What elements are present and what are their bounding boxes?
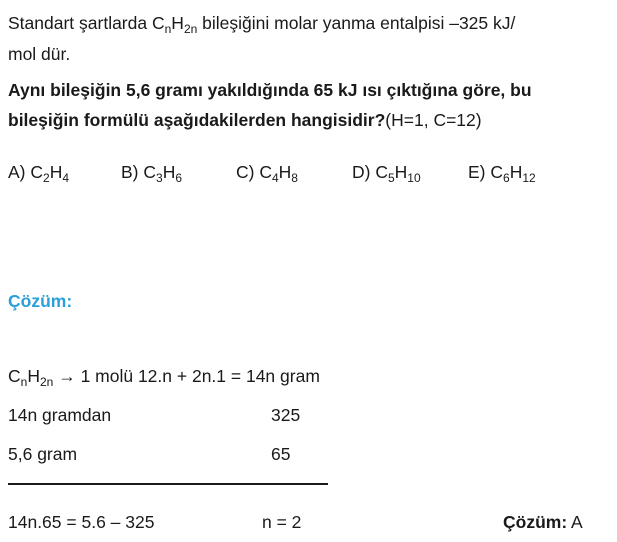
option-a: A) $C_2H_4$ [8, 162, 70, 185]
solution-row-3-right: n = 2 [262, 512, 302, 532]
divider-line [8, 483, 328, 485]
question-line-3: Aynı bileşiğin 5,6 gramı yakıldığında 65 kJ ısı çıktığına göre, bu [8, 80, 532, 100]
option-b: B) $C_3H_6$ [121, 162, 183, 185]
question-line-1: Standart şartlarda $C_nH_{2n}$ bileşiğini molar yanma entalpisi –325 kJ/ [8, 13, 516, 36]
formula-cnh2n: $C_nH_{2n}$ [151, 13, 198, 36]
solution-row-3-left: 14n.65 = 5.6 – 325 [8, 512, 155, 532]
question-line-2: mol dür. [8, 44, 71, 64]
solution-row-1-right: 325 [271, 405, 301, 425]
arrow-right-icon: → [58, 366, 76, 386]
solution-row-1-left: 14n gramdan [8, 405, 112, 425]
option-d: D) $C_5H_{10}$ [352, 162, 421, 185]
question-line-4: bileşiğin formülü aşağıdakilerden hangisidir?(H=1, C=12) [8, 110, 482, 130]
formula-cnh2n-step: $C_nH_{2n}$ [8, 366, 54, 389]
solution-row-2-left: 5,6 gram [8, 444, 78, 464]
solution-step-1: $C_nH_{2n} \to 1$ molü 12.n + 2n.1 = 14n gram [8, 366, 320, 389]
answer: Çözüm: A [503, 512, 583, 532]
solution-heading: Çözüm: [8, 291, 73, 311]
option-e: E) $C_6H_{12}$ [468, 162, 536, 185]
option-c: C) $C_4H_8$ [236, 162, 298, 185]
solution-row-2-right: 65 [271, 444, 291, 464]
